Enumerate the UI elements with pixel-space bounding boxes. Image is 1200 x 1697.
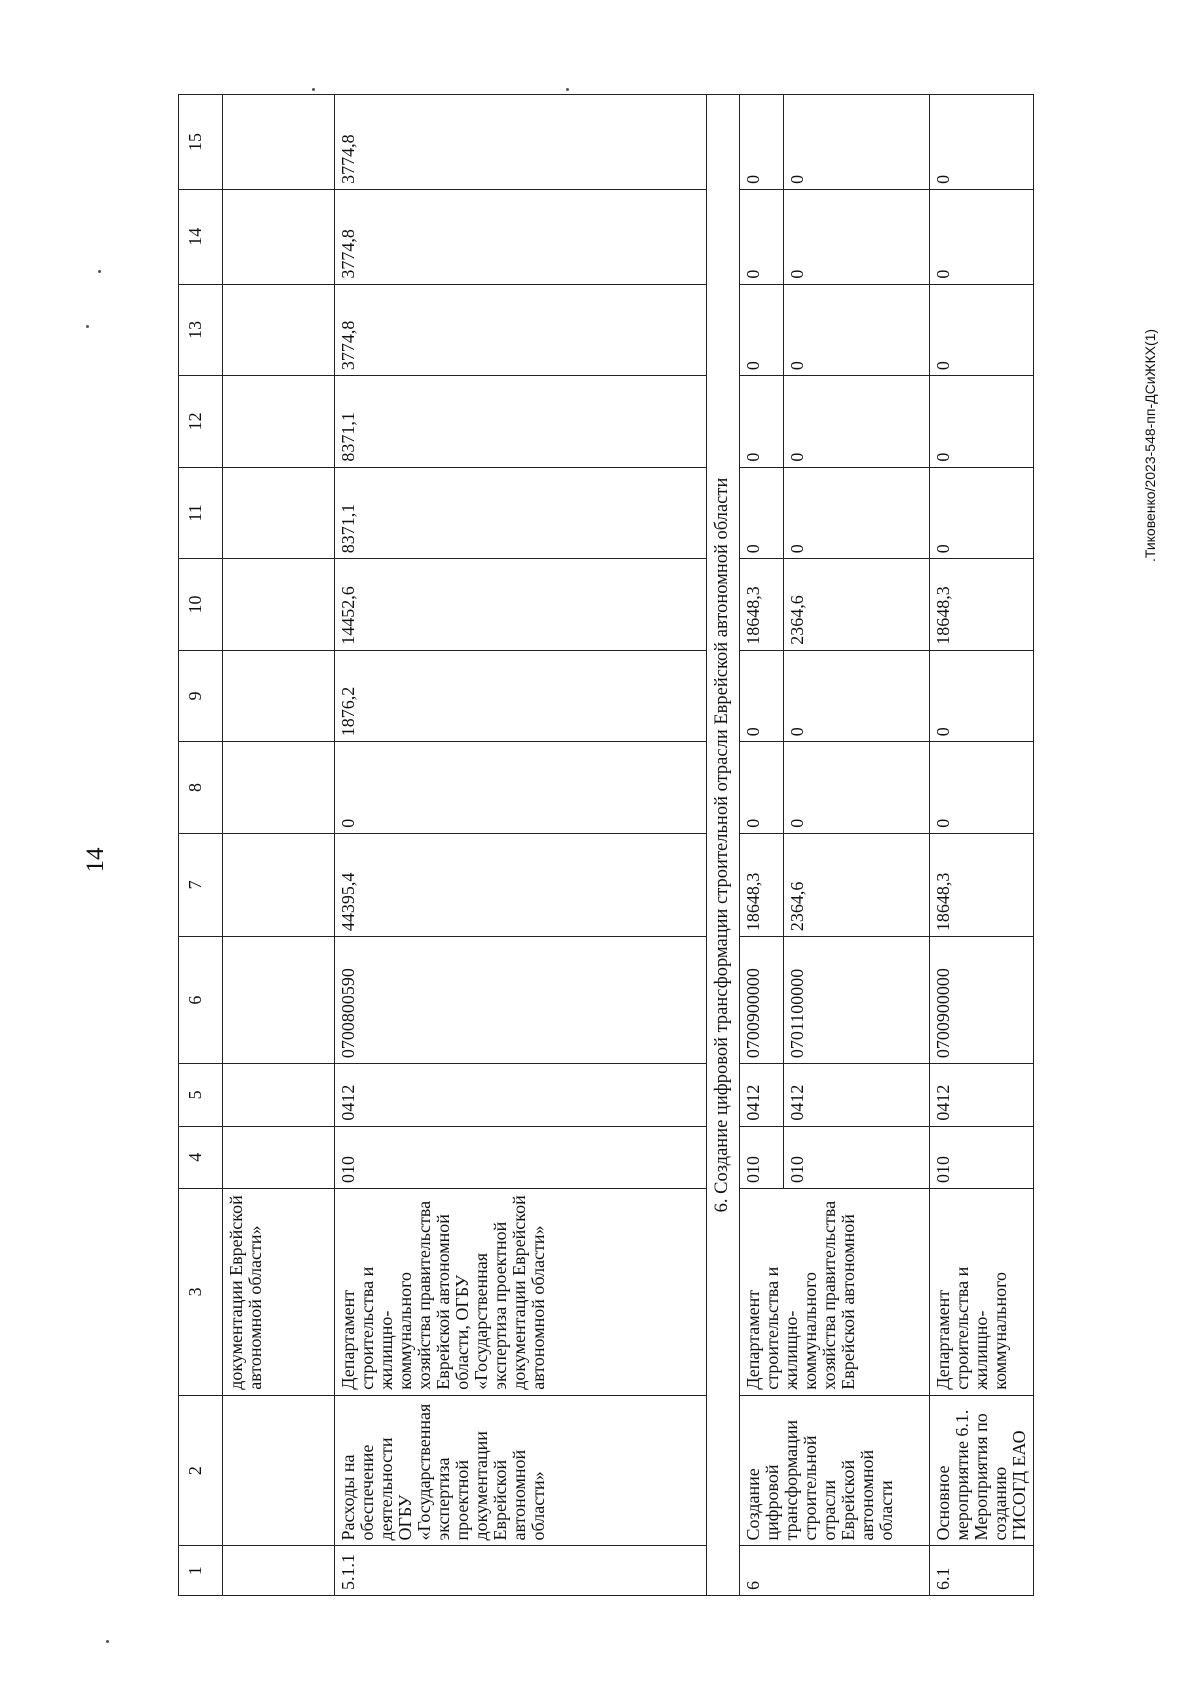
table-cell: Департамент строительства и жилищно-коммунального хозяйства правительства Еврейской автономной области, ОГБУ «Государственная экспертиза проектной документации Еврейской автономной области» <box>335 1189 707 1396</box>
header-cell: 10 <box>179 559 223 651</box>
scan-speck <box>566 88 569 91</box>
table-cell: 3774,8 <box>335 284 707 376</box>
table-cell: 010 <box>930 1126 1034 1188</box>
table-cell: 6 <box>740 1546 930 1596</box>
scan-speck <box>312 88 315 91</box>
header-cell: 11 <box>179 467 223 559</box>
table-cell: 0412 <box>335 1064 707 1126</box>
table-cell: 18648,3 <box>930 559 1034 651</box>
table-cell: 0 <box>784 467 930 559</box>
table-cell: 0700900000 <box>930 937 1034 1064</box>
table-cell: 0 <box>930 376 1034 468</box>
table-cell: 0 <box>740 742 784 834</box>
table-cell: 010 <box>740 1126 784 1188</box>
table-cell: 0 <box>784 284 930 376</box>
table-row-5-1-1 <box>335 95 707 1596</box>
table-cell: документации Еврейской автономной области» <box>223 1189 335 1396</box>
table-cell: 010 <box>335 1126 707 1188</box>
table-cell: 14452,6 <box>335 559 707 651</box>
header-cell: 7 <box>179 833 223 936</box>
table-cell: 8371,1 <box>335 467 707 559</box>
table-cell: 0 <box>740 189 784 284</box>
table-cell: 0 <box>930 284 1034 376</box>
budget-table-rotated <box>178 94 1124 1596</box>
table-cell: 8371,1 <box>335 376 707 468</box>
table-cell: Департамент строительства и жилищно-коммунального <box>930 1189 1034 1396</box>
table-cell: 0 <box>930 742 1034 834</box>
scan-speck <box>106 1640 109 1643</box>
page-number: 14 <box>82 847 109 873</box>
table-cell: 0 <box>740 284 784 376</box>
table-cell: 0 <box>784 742 930 834</box>
table-cell: 0412 <box>784 1064 930 1126</box>
header-row <box>179 95 223 1596</box>
table-cell: 44395,4 <box>335 833 707 936</box>
table-cell: 0 <box>930 467 1034 559</box>
section-title: 6. Создание цифровой трансформации строительной отрасли Еврейской автономной области <box>707 95 740 1596</box>
table-row-continuation <box>223 95 335 1596</box>
header-cell: 5 <box>179 1064 223 1126</box>
header-cell: 6 <box>179 937 223 1064</box>
table-cell: 0412 <box>740 1064 784 1126</box>
table-cell: 0 <box>335 742 707 834</box>
table-cell: 0 <box>930 189 1034 284</box>
table-cell: 0700800590 <box>335 937 707 1064</box>
table-cell: 18648,3 <box>740 559 784 651</box>
table-cell: 0 <box>740 95 784 190</box>
header-cell: 2 <box>179 1395 223 1546</box>
header-cell: 12 <box>179 376 223 468</box>
table-cell: 0 <box>930 650 1034 742</box>
table-cell: 0 <box>740 650 784 742</box>
header-cell: 4 <box>179 1126 223 1188</box>
header-cell: 8 <box>179 742 223 834</box>
table-cell: 3774,8 <box>335 189 707 284</box>
header-cell: 14 <box>179 189 223 284</box>
header-cell: 13 <box>179 284 223 376</box>
table-cell: 0 <box>740 467 784 559</box>
table-cell: 0412 <box>930 1064 1034 1126</box>
table-cell: 0700900000 <box>740 937 784 1064</box>
table-cell: 18648,3 <box>930 833 1034 936</box>
table-row-6 <box>740 95 784 1596</box>
section-row <box>707 95 740 1596</box>
scan-speck <box>86 325 89 328</box>
table-cell: Департамент строительства и жилищно-коммунального хозяйства правительства Еврейской автономной <box>740 1189 930 1396</box>
table-cell: 6.1 <box>930 1546 1034 1596</box>
document-footer: .Тиковенко/2023-548-пп-ДСиЖКХ(1) <box>1142 328 1158 562</box>
table-cell: Основное мероприятие 6.1. Мероприятия по созданию ГИСОГД ЕАО <box>930 1395 1034 1546</box>
table-cell: 0 <box>784 650 930 742</box>
table-cell: 0 <box>784 189 930 284</box>
table-cell: 0 <box>784 376 930 468</box>
table-cell: 2364,6 <box>784 559 930 651</box>
table-cell: 5.1.1 <box>335 1546 707 1596</box>
table-cell: 0 <box>740 376 784 468</box>
table-cell: Расходы на обеспечение деятельности ОГБУ «Государственная экспертиза проектной документации Еврейской автономной области» <box>335 1395 707 1546</box>
table-cell: 3774,8 <box>335 95 707 190</box>
table-cell: 1876,2 <box>335 650 707 742</box>
budget-table <box>178 94 1034 1596</box>
scan-speck <box>98 270 101 273</box>
table-cell: 2364,6 <box>784 833 930 936</box>
table-row-6-1 <box>930 95 1034 1596</box>
header-cell: 15 <box>179 95 223 190</box>
header-cell: 9 <box>179 650 223 742</box>
table-cell: 010 <box>784 1126 930 1188</box>
table-cell: 0 <box>930 95 1034 190</box>
header-cell: 1 <box>179 1546 223 1596</box>
header-cell: 3 <box>179 1189 223 1396</box>
table-cell: 0701100000 <box>784 937 930 1064</box>
table-cell: Создание цифровой трансформации строительной отрасли Еврейской автономной области <box>740 1395 930 1546</box>
table-cell: 18648,3 <box>740 833 784 936</box>
table-cell: 0 <box>784 95 930 190</box>
